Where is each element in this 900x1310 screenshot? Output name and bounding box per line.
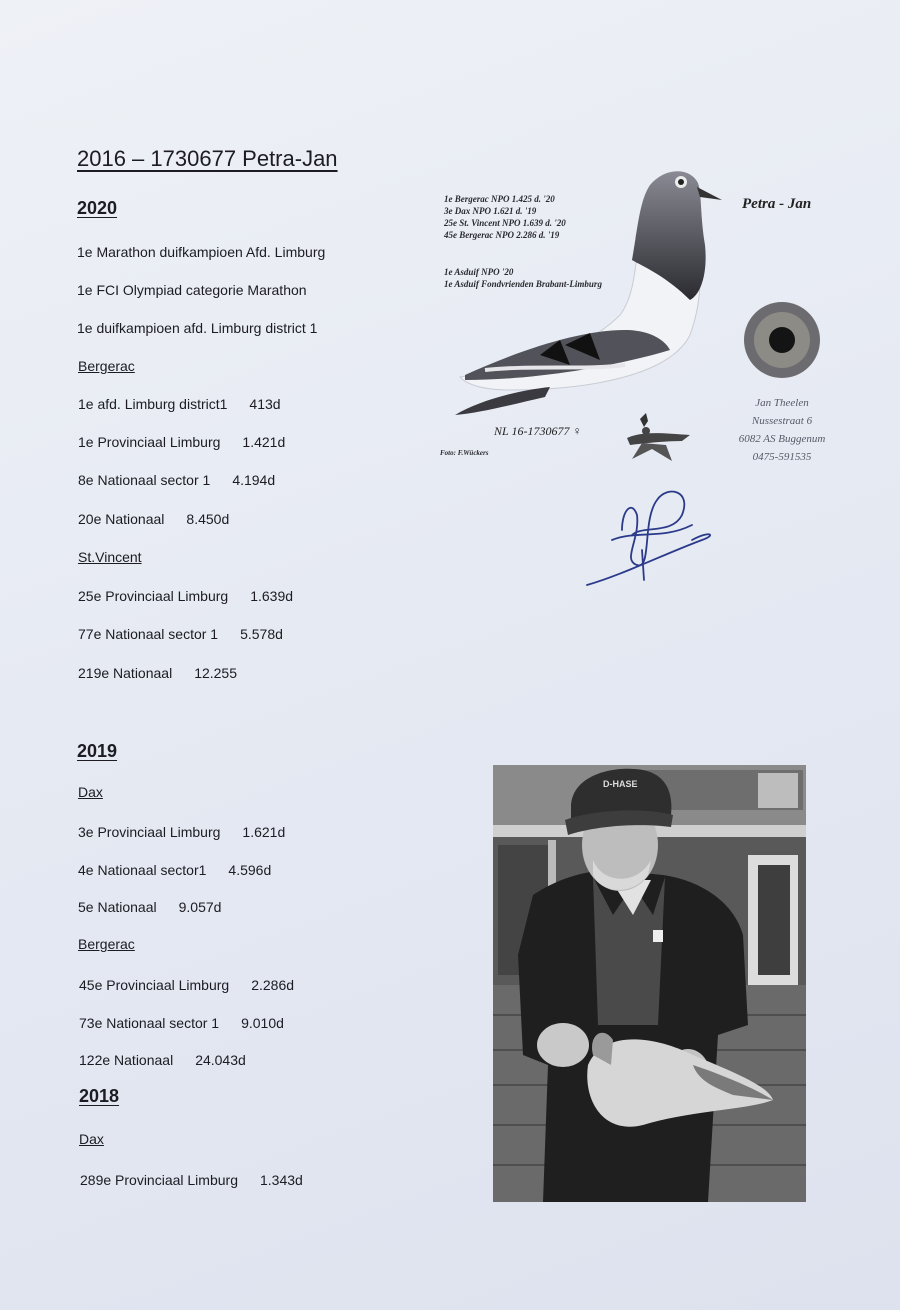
race-heading-stvincent: St.Vincent (78, 549, 142, 565)
result-place: 289e Provinciaal Limburg (80, 1172, 238, 1188)
result-row (80, 1172, 303, 1188)
result-value: 1.343d (259, 1172, 303, 1188)
result-row (78, 588, 293, 604)
result-row (78, 862, 271, 878)
owner-photo (493, 765, 806, 1202)
card-ring-number: NL 16-1730677 ♀ (494, 424, 582, 438)
result-place: 1e afd. Limburg district1 (78, 396, 228, 412)
result-row (78, 626, 283, 642)
result-value: 5.578d (240, 626, 283, 642)
result-place: 5e Nationaal (78, 899, 157, 915)
result-value: 413d (249, 396, 281, 412)
result-row (78, 899, 221, 915)
result-place: 219e Nationaal (78, 665, 173, 681)
page-title: 2016 – 1730677 Petra-Jan (77, 146, 338, 171)
title-line: 1e FCI Olympiad categorie Marathon (77, 282, 307, 298)
owner-name: Jan Theelen (755, 397, 809, 409)
owner-city: 6082 AS Buggenum (738, 433, 826, 445)
result-place: 77e Nationaal sector 1 (78, 626, 219, 642)
owner-street: Nussestraat 6 (751, 415, 813, 427)
result-place: 45e Provinciaal Limburg (79, 977, 230, 993)
card-result-line: 45e Bergerac NPO 2.286 d. '19 (444, 230, 560, 240)
result-value: 1.421d (242, 434, 286, 450)
title-line: 1e Marathon duifkampioen Afd. Limburg (77, 244, 326, 260)
card-result-line: 3e Dax NPO 1.621 d. '19 (444, 206, 537, 216)
result-value: 1.621d (242, 824, 286, 840)
signature (582, 480, 722, 595)
card-photo-credit: Foto: F.Wückers (440, 449, 489, 457)
result-value: 8.450d (186, 511, 230, 527)
result-row (78, 472, 275, 488)
race-heading-bergerac: Bergerac (78, 358, 135, 374)
card-owner-address (727, 394, 837, 466)
result-row (78, 511, 229, 527)
eye-photo (742, 300, 822, 380)
race-heading-bergerac: Bergerac (78, 936, 135, 952)
result-value: 4.194d (232, 472, 276, 488)
card-award-line: 1e Asduif NPO '20 (444, 267, 514, 277)
card-result-line: 1e Bergerac NPO 1.425 d. '20 (444, 194, 555, 204)
result-row (79, 977, 294, 993)
mascot-icon (622, 413, 696, 465)
result-place: 8e Nationaal sector 1 (78, 472, 211, 488)
result-value: 9.010d (241, 1015, 284, 1031)
title-line: 1e duifkampioen afd. Limburg district 1 (77, 320, 318, 336)
owner-phone: 0475-591535 (752, 451, 812, 463)
result-place: 3e Provinciaal Limburg (78, 824, 221, 840)
race-heading-dax: Dax (79, 1131, 104, 1147)
result-value: 2.286d (251, 977, 295, 993)
result-value: 4.596d (228, 862, 272, 878)
year-heading-2018: 2018 (79, 1086, 120, 1106)
result-place: 4e Nationaal sector1 (78, 862, 207, 878)
owner-photo-illustration (493, 765, 806, 1202)
result-value: 24.043d (195, 1052, 246, 1068)
result-place: 1e Provinciaal Limburg (78, 434, 221, 450)
result-row (78, 824, 285, 840)
result-row (79, 1015, 284, 1031)
result-value: 12.255 (194, 665, 238, 681)
year-heading-2020: 2020 (77, 198, 118, 218)
result-value: 1.639d (250, 588, 294, 604)
year-heading-2019: 2019 (77, 741, 118, 761)
result-place: 20e Nationaal (78, 511, 165, 527)
result-row (78, 434, 285, 450)
card-pigeon-name: Petra - Jan (742, 196, 812, 212)
result-place: 122e Nationaal (79, 1052, 174, 1068)
card-result-line: 25e St. Vincent NPO 1.639 d. '20 (444, 218, 566, 228)
result-row (78, 665, 237, 681)
card-award-line: 1e Asduif Fondvrienden Brabant-Limburg (444, 279, 602, 289)
cap-text: D-HASE (603, 779, 638, 789)
result-place: 73e Nationaal sector 1 (79, 1015, 220, 1031)
result-row (79, 1052, 246, 1068)
pigeon-illustration (450, 165, 740, 425)
race-heading-dax: Dax (78, 784, 103, 800)
result-place: 25e Provinciaal Limburg (78, 588, 229, 604)
result-row (78, 396, 281, 412)
result-value: 9.057d (178, 899, 222, 915)
